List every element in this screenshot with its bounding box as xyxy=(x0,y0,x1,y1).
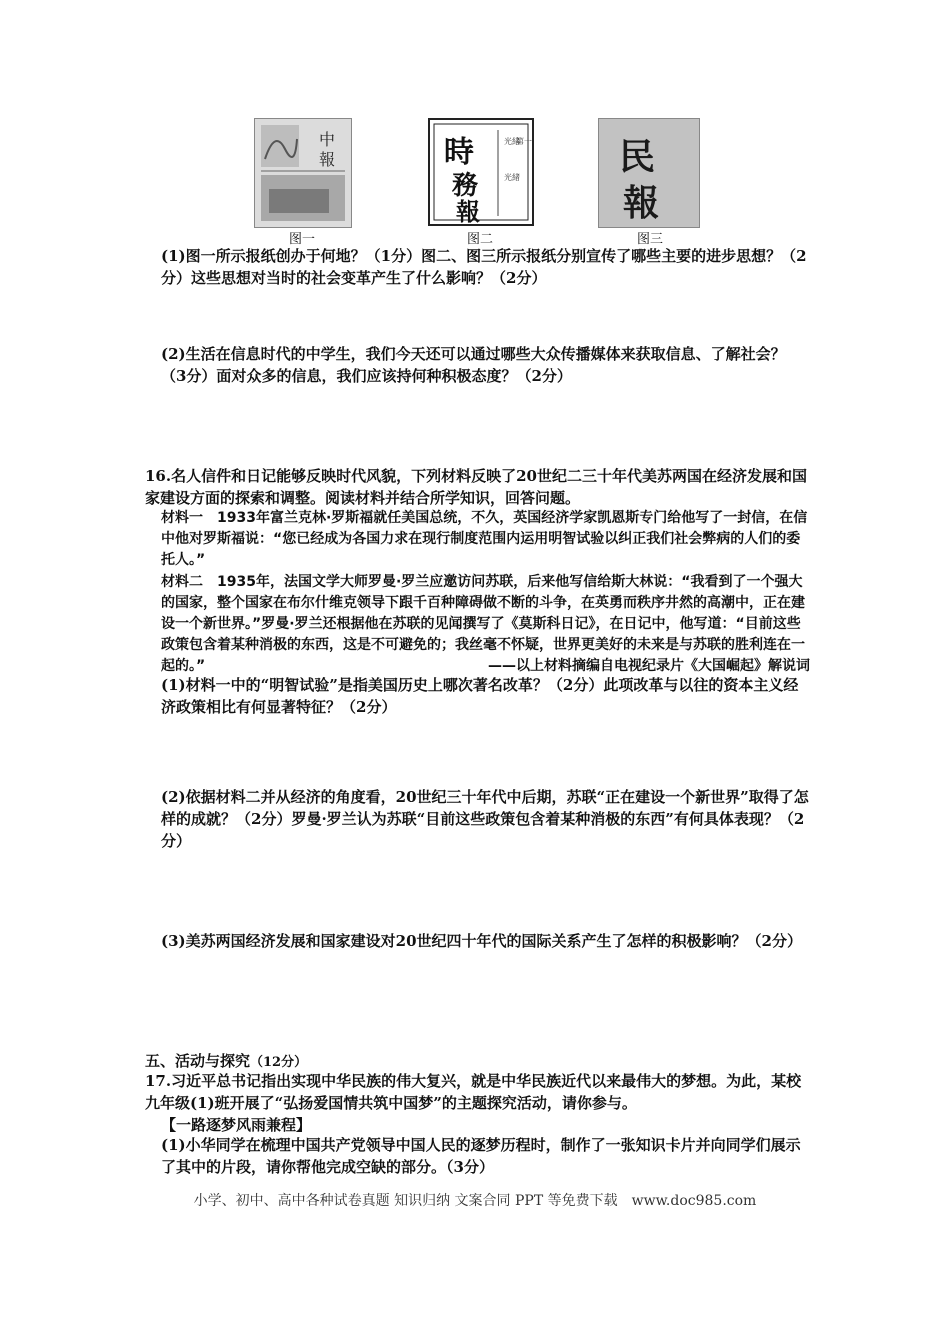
q16-part3: (3)美苏两国经济发展和国家建设对20世纪四十年代的国际关系产生了怎样的积极影响？（2分） xyxy=(161,932,802,950)
page-footer: 小学、初中、高中各种试卷真题 知识归纳 文案合同 PPT 等免费下载 www.doc985.com xyxy=(193,1193,757,1209)
q17-part1: (1)小华同学在梳理中国共产党领导中国人民的逐梦历程时，制作了一张知识卡片并向同学们展示了其中的片段，请你帮他完成空缺的部分。（3分） xyxy=(161,1136,801,1176)
q16-intro: 16.名人信件和日记能够反映时代风貌，下列材料反映了20世纪二三十年代美苏两国在经济发展和国家建设方面的探索和调整。阅读材料并结合所学知识，回答问题。 xyxy=(145,467,807,507)
figure-1-caption: 图一 xyxy=(288,232,315,247)
q17-intro: 17.习近平总书记指出实现中华民族的伟大复兴，就是中华民族近代以来最伟大的梦想。为此，某校九年级(1)班开展了“弘扬爱国情共筑中国梦”的主题探究活动，请你参与。 xyxy=(145,1072,802,1112)
newspaper-3-illustration xyxy=(599,119,699,227)
q15-part1: (1)图一所示报纸创办于何地？（1分）图二、图三所示报纸分别宣传了哪些主要的进步思想？（2分）这些思想对当时的社会变革产生了什么影响？（2分） xyxy=(161,247,807,287)
figure-3-caption: 图三 xyxy=(636,232,663,247)
q16-part1: (1)材料一中的“明智试验”是指美国历史上哪次著名改革？（2分）此项改革与以往的资本主义经济政策相比有何显著特征？（2分） xyxy=(161,676,799,716)
svg-text:民: 民 xyxy=(619,136,656,178)
newspaper-1-illustration xyxy=(255,119,351,227)
svg-text:時: 時 xyxy=(444,135,474,170)
svg-text:中: 中 xyxy=(319,130,336,149)
section5-score: （12分） xyxy=(250,1055,308,1070)
figure-1-image xyxy=(254,118,352,228)
svg-text:光緒: 光緒 xyxy=(504,173,520,182)
q16-material2: 材料二 1935年，法国文学大师罗曼·罗兰应邀访问苏联，后来他写信给斯大林说：“我看到了一个强大的国家，整个国家在布尔什维克领导下跟千百种障碍做不断的斗争，在英勇而秩序井然的高潮中，正在建设一个新世界。”罗曼·罗兰还根据他在苏联的见闻撰写了《莫斯科日记》，在日记中，他写道：“目前这些政策包含着某种消极的东西，这是不可避免的；我丝毫不怀疑，世界更美好的未来是与苏联的胜利连在一起的。” xyxy=(161,574,805,674)
figure-2-image xyxy=(428,118,534,226)
q17-subheading: 【一路逐梦风雨兼程】 xyxy=(161,1116,312,1134)
svg-text:報: 報 xyxy=(623,182,660,224)
q16-part2: (2)依据材料二并从经济的角度看，20世纪三十年代中后期，苏联“正在建设一个新世界”取得了怎样的成就？（2分）罗曼·罗兰认为苏联“目前这些政策包含着某种消极的东西”有何具体表现？（2分） xyxy=(161,788,809,850)
section5-title: 五、活动与探究 xyxy=(145,1052,251,1070)
figure-2-caption: 图二 xyxy=(466,232,493,247)
svg-text:報: 報 xyxy=(456,197,480,224)
svg-text:務: 務 xyxy=(452,171,479,201)
newspaper-2-illustration xyxy=(430,120,532,224)
q16-material1: 材料一 1933年富兰克林·罗斯福就任美国总统，不久，英国经济学家凯恩斯专门给他写了一封信，在信中他对罗斯福说：“您已经成为各国力求在现行制度范围内运用明智试验以纠正我们社会弊病的人们的委托人。” xyxy=(161,510,808,568)
figure-3-image xyxy=(598,118,700,228)
q15-part2: (2)生活在信息时代的中学生，我们今天还可以通过哪些大众传播媒体来获取信息、了解社会？（3分）面对众多的信息，我们应该持何种积极态度？（2分） xyxy=(161,345,786,385)
svg-text:報: 報 xyxy=(319,150,336,169)
q16-source: ——以上材料摘编自电视纪录片《大国崛起》解说词 xyxy=(488,658,810,674)
svg-text:光緒: 光緒 xyxy=(504,137,520,146)
svg-text:第一: 第一 xyxy=(516,137,532,146)
